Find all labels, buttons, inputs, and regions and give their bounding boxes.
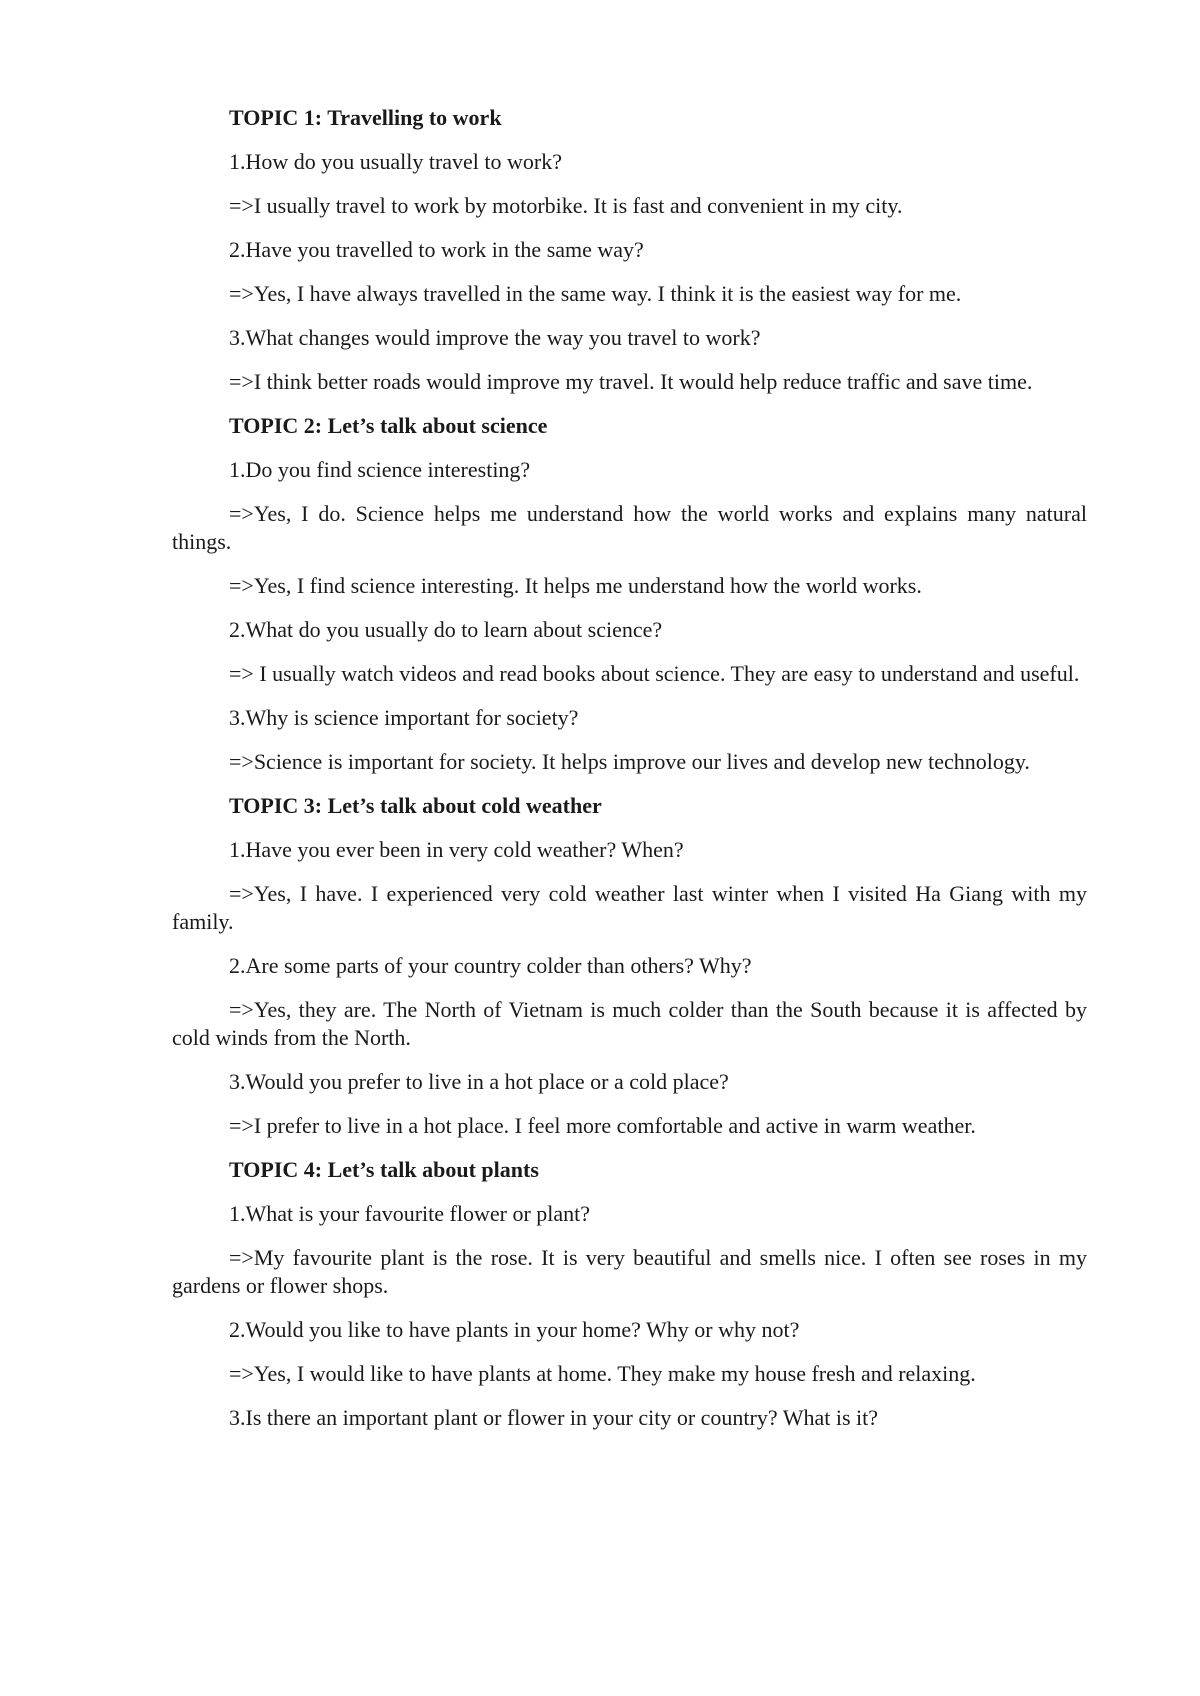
- question: 2.Would you like to have plants in your home? Why or why not?: [229, 1317, 800, 1342]
- topic-3-section: [172, 792, 1087, 1140]
- question: 2.Have you travelled to work in the same way?: [229, 237, 644, 262]
- topic-4-heading: TOPIC 4: Let’s talk about plants: [229, 1157, 539, 1182]
- topic-1-section: [172, 104, 1087, 396]
- answer: =>I think better roads would improve my travel. It would help reduce traffic and save time.: [229, 369, 1033, 394]
- question: 3.Why is science important for society?: [229, 705, 579, 730]
- answer: =>Yes, I would like to have plants at home. They make my house fresh and relaxing.: [229, 1361, 976, 1386]
- topic-2-section: [172, 412, 1087, 776]
- topic-3-heading: TOPIC 3: Let’s talk about cold weather: [229, 793, 602, 818]
- answer: =>Yes, they are. The North of Vietnam is much colder than the South because it is affected by cold winds from the North.: [172, 997, 1087, 1050]
- answer: =>I prefer to live in a hot place. I feel more comfortable and active in warm weather.: [229, 1113, 976, 1138]
- question: 3.Would you prefer to live in a hot place or a cold place?: [229, 1069, 729, 1094]
- question: 1.How do you usually travel to work?: [229, 149, 562, 174]
- answer: =>Yes, I find science interesting. It helps me understand how the world works.: [229, 573, 922, 598]
- question: 2.What do you usually do to learn about science?: [229, 617, 663, 642]
- answer: =>Yes, I have. I experienced very cold weather last winter when I visited Ha Giang with my family.: [172, 881, 1087, 934]
- topic-1-heading: TOPIC 1: Travelling to work: [229, 105, 502, 130]
- answer: => I usually watch videos and read books about science. They are easy to understand and useful.: [229, 661, 1080, 686]
- question: 3.Is there an important plant or flower in your city or country? What is it?: [229, 1405, 879, 1430]
- question: 1.What is your favourite flower or plant?: [229, 1201, 591, 1226]
- question: 2.Are some parts of your country colder than others? Why?: [229, 953, 752, 978]
- topic-2-heading: TOPIC 2: Let’s talk about science: [229, 413, 548, 438]
- answer: =>Science is important for society. It helps improve our lives and develop new technology.: [229, 749, 1030, 774]
- answer: =>My favourite plant is the rose. It is very beautiful and smells nice. I often see roses in my gardens or flower shops.: [172, 1245, 1087, 1298]
- answer: =>Yes, I have always travelled in the same way. I think it is the easiest way for me.: [229, 281, 962, 306]
- question: 1.Do you find science interesting?: [229, 457, 531, 482]
- answer: =>Yes, I do. Science helps me understand how the world works and explains many natural things.: [172, 501, 1087, 554]
- answer: =>I usually travel to work by motorbike. It is fast and convenient in my city.: [229, 193, 903, 218]
- document-page: [172, 104, 1087, 1448]
- topic-4-section: [172, 1156, 1087, 1432]
- question: 1.Have you ever been in very cold weather? When?: [229, 837, 684, 862]
- question: 3.What changes would improve the way you travel to work?: [229, 325, 761, 350]
